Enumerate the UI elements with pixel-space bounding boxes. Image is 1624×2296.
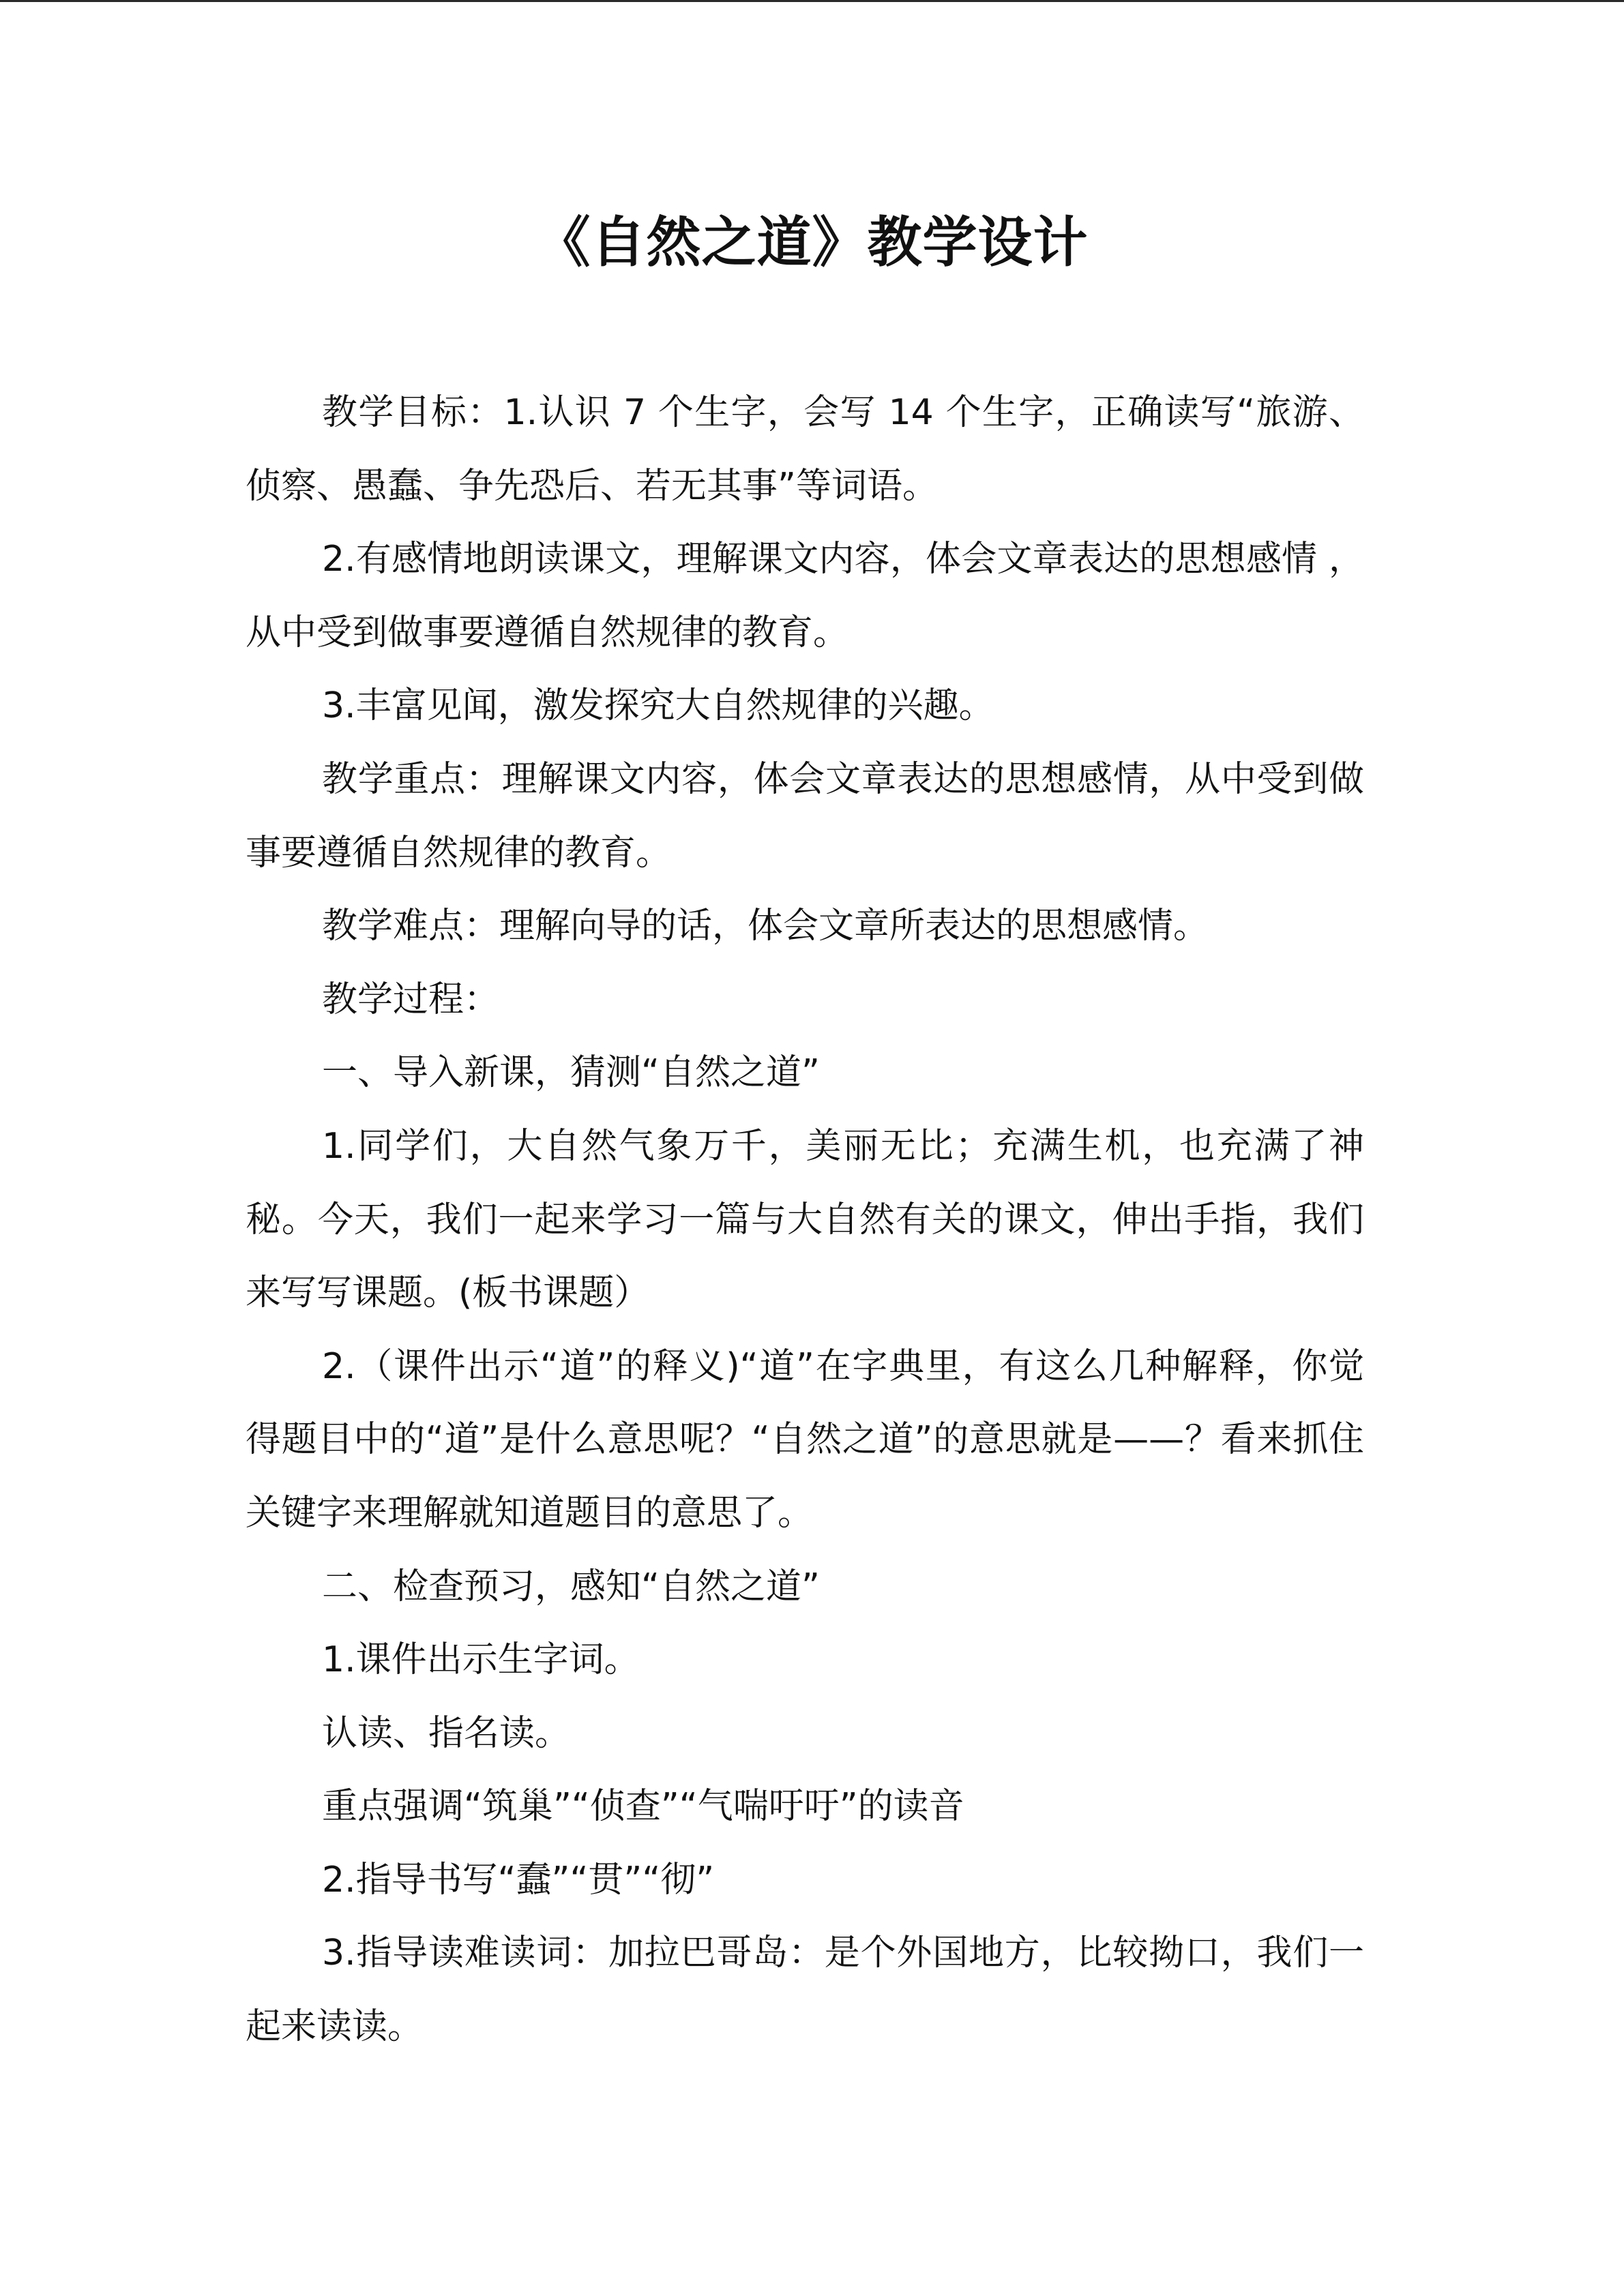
paragraph-intro-2: 2.（课件出示“道”的释义)“道”在字典里，有这么几种解释，你觉得题目中的“道”是什么意思呢？“自然之道”的意思就是——？看来抓住关键字来理解就知道题目的意思了。 <box>246 1345 1364 1534</box>
document-body <box>246 376 1364 2064</box>
paragraph-intro-1: 1.同学们，大自然气象万千，美丽无比；充满生机，也充满了神秘。今天，我们一起来学习一篇与大自然有关的课文，伸出手指，我们来写写课题。(板书课题） <box>246 1125 1364 1314</box>
paragraph-preview-2: 2.指导书写“蠢”“贯”“彻” <box>322 1859 715 1900</box>
section-heading-2: 二、检查预习，感知“自然之道” <box>322 1566 820 1607</box>
paragraph-key-points: 教学重点：理解课文内容，体会文章表达的思想感情，从中受到做事要遵循自然规律的教育。 <box>246 758 1364 874</box>
paragraph-teaching-goals: 教学目标：1.认识 7 个生字，会写 14 个生字，正确读写“旅游、侦察、愚蠢、争先恐后、若无其事”等词语。 <box>246 392 1364 507</box>
section-heading-1: 一、导入新课，猜测“自然之道” <box>322 1052 820 1094</box>
paragraph-preview-pronunciation: 重点强调“筑巢”“侦查”“气喘吁吁”的读音 <box>322 1786 964 1828</box>
page-top-border <box>0 0 1624 2</box>
paragraph-process-heading: 教学过程： <box>322 979 500 1020</box>
paragraph-goal-3: 3.丰富见闻，激发探究大自然规律的兴趣。 <box>322 685 994 727</box>
page-title: 《自然之道》教学设计 <box>535 211 1089 274</box>
paragraph-difficulties: 教学难点：理解向导的话，体会文章所表达的思想感情。 <box>322 906 1209 947</box>
paragraph-preview-read: 认读、指名读。 <box>322 1712 571 1754</box>
paragraph-preview-1: 1.课件出示生字词。 <box>322 1639 640 1681</box>
paragraph-preview-3: 3.指导读难读词：加拉巴哥岛：是个外国地方，比较拗口，我们一起来读读。 <box>246 1933 1364 2048</box>
paragraph-goal-2: 2.有感情地朗读课文，理解课文内容，体会文章表达的思想感情 ，从中受到做事要遵循自然规律的教育。 <box>246 539 1364 653</box>
